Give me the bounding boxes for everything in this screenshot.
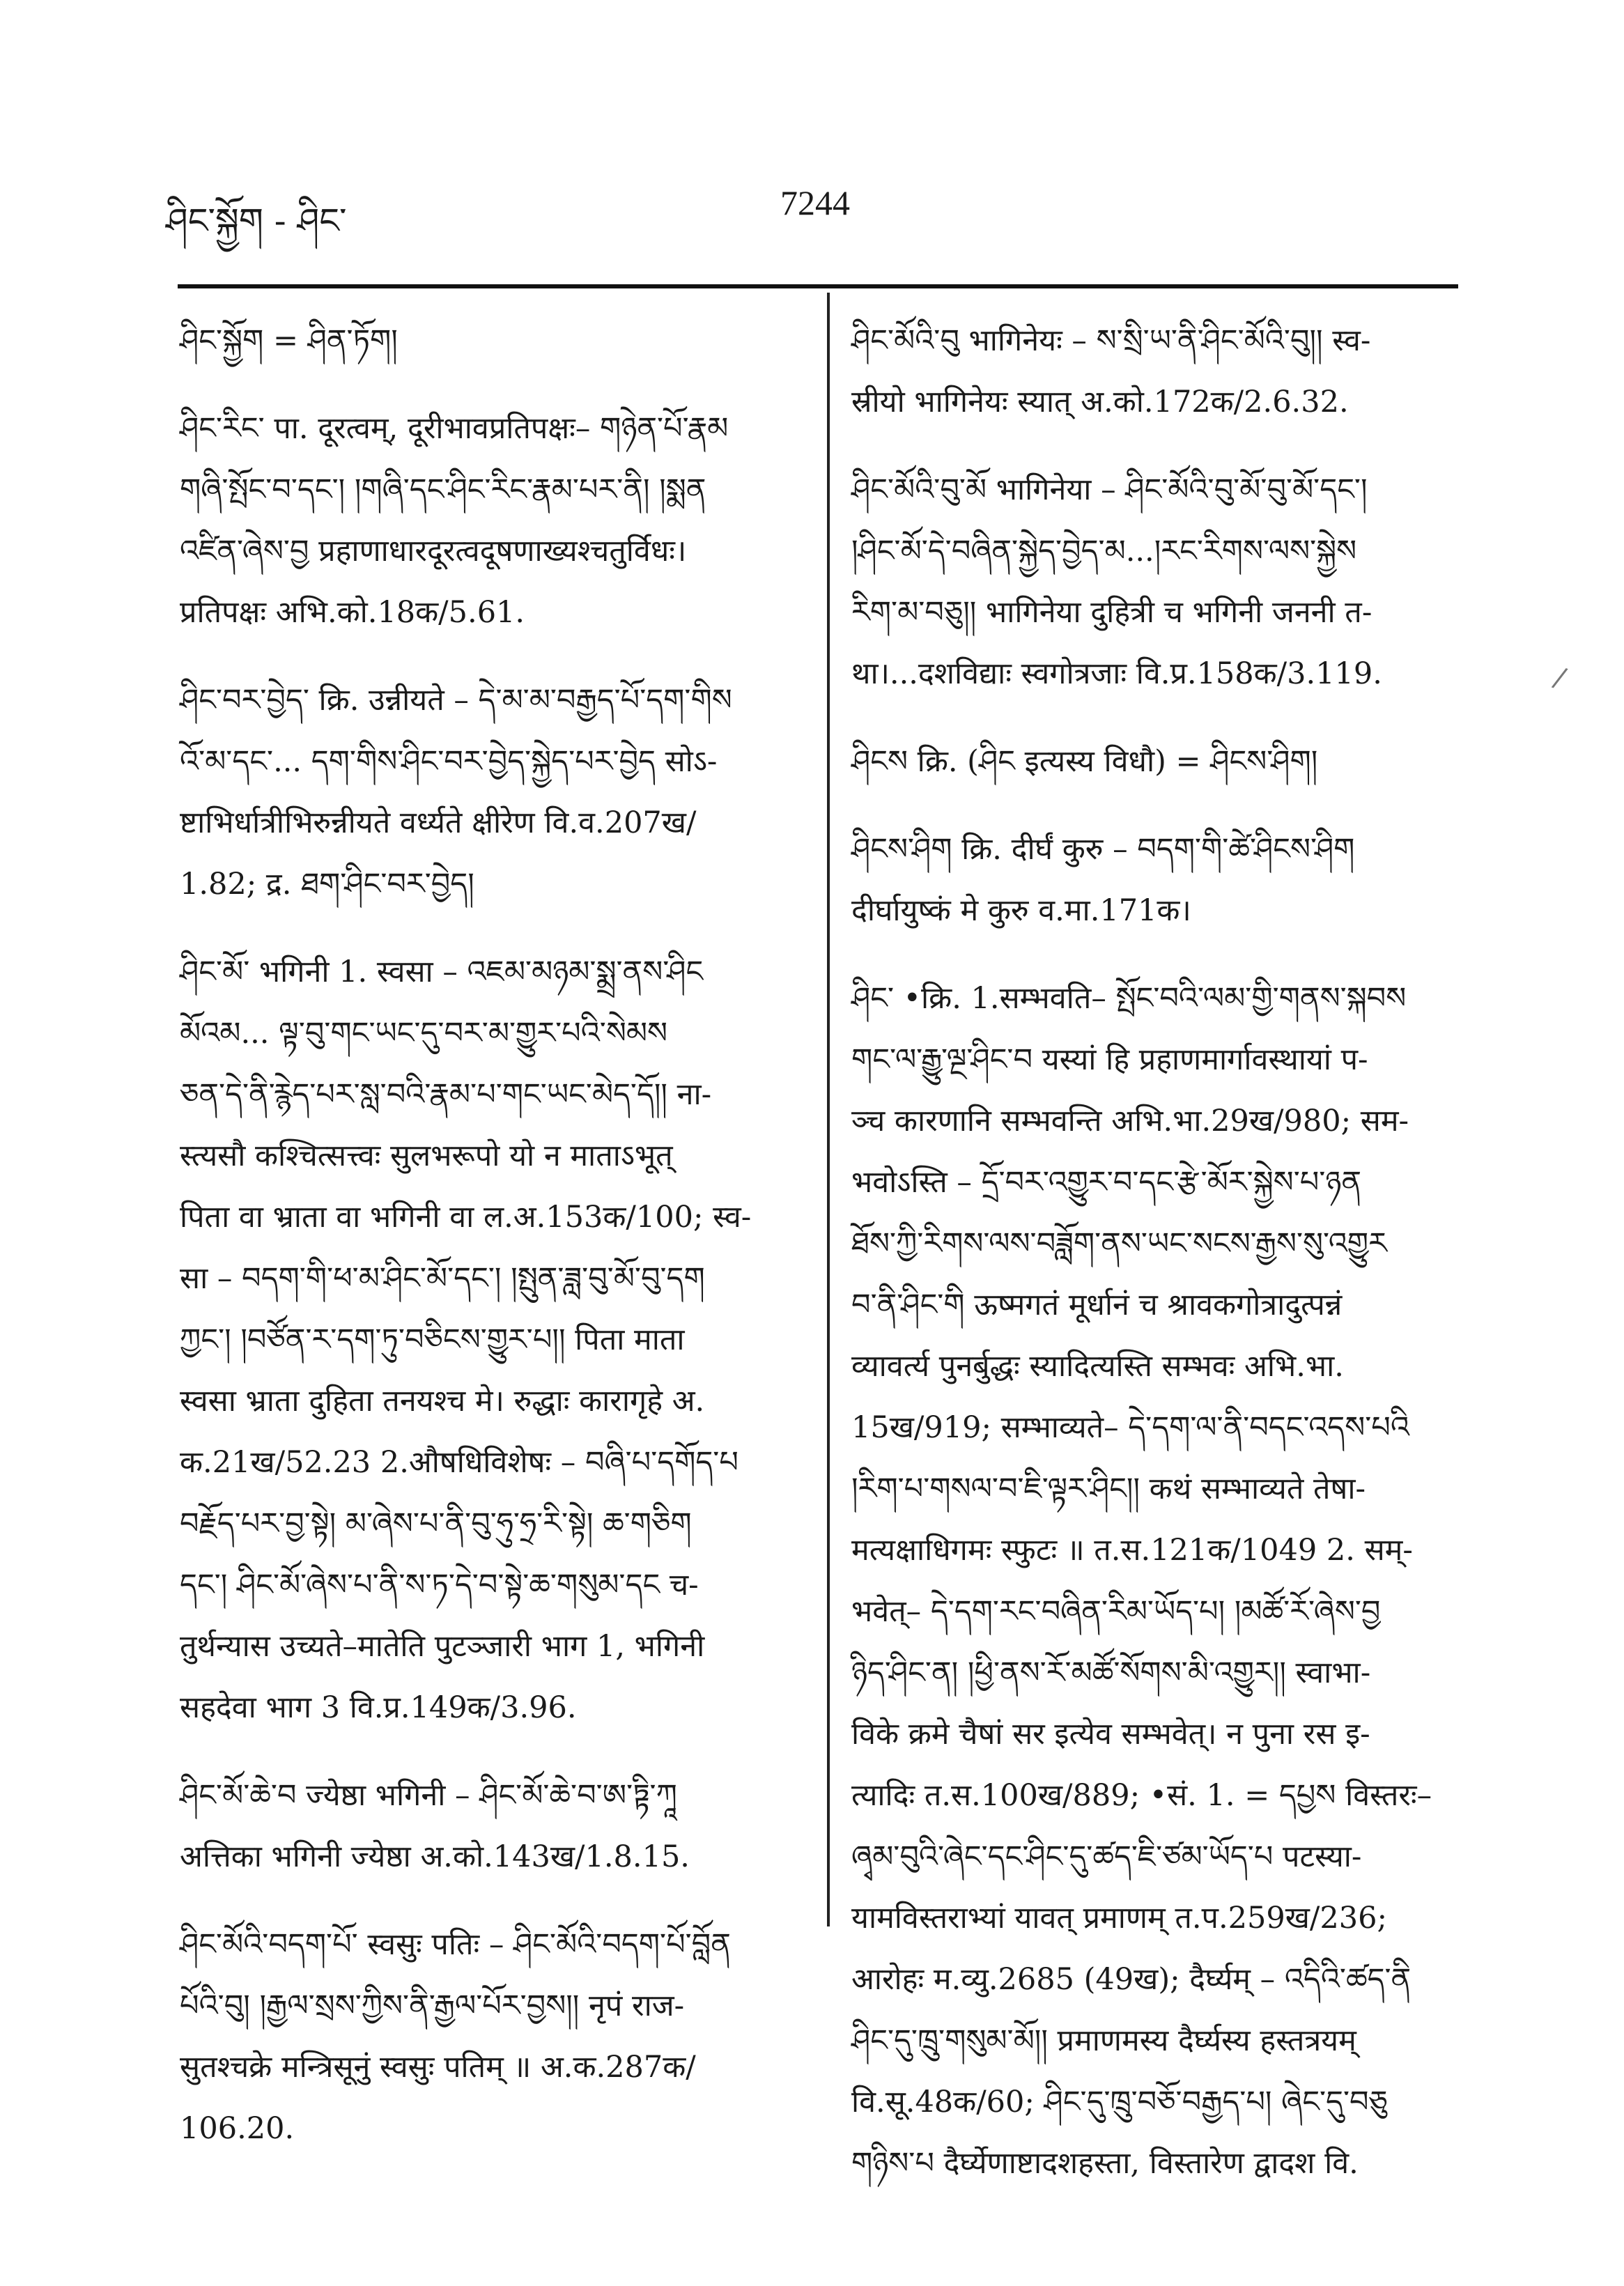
header-rule	[178, 284, 1458, 288]
entry-line: ཀྱང་། །བཙོན་ར་དག་ཏུ་བཅིངས་གྱུར་པ།། पिता माता	[180, 1322, 685, 1357]
entry-line: अत्तिका भगिनी ज्येष्ठा अ.को.143ख/1.8.15.	[180, 1839, 690, 1874]
entry-line: 15ख/919; सम्भाव्यते– དེ་དག་ལ་ནི་བདང་འདས་པའི	[851, 1410, 1409, 1445]
dictionary-entry	[851, 731, 1470, 792]
entry-line: तुर्थन्यास उच्यते–मातेति पुटञ्जारी भाग 1, भगिनी	[180, 1629, 705, 1664]
right-column	[851, 310, 1470, 2221]
dictionary-entry	[851, 459, 1470, 704]
entry-line: ཤིང་རིང་ पा. दूरत्वम्, दूरीभावप्रतिपक्षः– གཉེན་པོ་རྣམ	[180, 411, 729, 446]
entry-line: ཤིང་དུ་ཁྲུ་གསུམ་མོ།། प्रमाणमस्य दैर्घ्यस्य हस्तत्रयम्	[851, 2023, 1356, 2058]
entry-line: सुतश्चक्रे मन्त्रिसूनुं स्वसुः पतिम् ॥ अ.क.287क/	[180, 2050, 696, 2085]
entry-line: གང་ལ་རྒྱུ་ལྔ་ཤིང་བ यस्यां हि प्रहाणमार्गावस्थायां प-	[851, 1042, 1368, 1077]
entry-line: ཤིང་བར་བྱེད་ क्रि. उन्नीयते – དེ་མ་མ་བརྒྱད་པོ་དག་གིས	[180, 683, 732, 718]
entry-line: མོའམ... ལྟ་བུ་གང་ཡང་དུ་བར་མ་གྱུར་པའི་སེམས	[180, 1016, 668, 1051]
entry-line: वि.सू.48क/60; ཤིང་དུ་ཁྲུ་བཅོ་བརྒྱད་པ། ཞེང་དུ་བཅུ	[851, 2085, 1388, 2119]
entry-line: །ཤིང་མོ་དེ་བཞིན་སྐྱེད་བྱེད་མ...།རང་རིགས་ལས་སྐྱེས	[851, 534, 1357, 569]
entry-line: ཐོས་ཀྱི་རིགས་ལས་བཟློག་ནས་ཡང་སངས་རྒྱས་སུ་འགྱུར	[851, 1226, 1387, 1261]
dictionary-entry	[180, 1765, 803, 1887]
entry-line: ཤིང་མོ་ཆེ་བ ज्येष्ठा भगिनी – ཤིང་མོ་ཆེ་བ་ཨ་ཏྟི་ཀཱ	[180, 1778, 677, 1813]
entry-line: पिता वा भ्राता वा भगिनी वा ल.अ.153क/100; स्व-	[180, 1200, 752, 1235]
entry-line: ཤིང་མོ་ भगिनी 1. स्वसा – འཇམ་མཉམ་སྨྲ་ནས་ཤིང	[180, 955, 704, 989]
entry-line: ཉིད་ཤིང་ན། །ཕྱི་ནས་རོ་མཚོ་སོགས་མི་འགྱུར།། स्वाभा-	[851, 1655, 1371, 1690]
entry-line: व्यावर्त्य पुनर्बुद्धः स्यादित्यस्ति सम्भवः अभि.भा.	[851, 1349, 1344, 1384]
entry-line: आरोहः म.व्यु.2685 (49ख); दैर्घ्यम् – འདིའི་ཚད་ནི	[851, 1962, 1412, 1997]
entry-line: འཛིན་ཞེས་བྱ प्रहाणाधारदूरत्वदूषणाख्यश्चतुर्विधः।	[180, 534, 687, 569]
entry-line: भवेत्– དེ་དག་རང་བཞིན་རིམ་ཡོད་པ། །མཚོ་རོ་ཞེས་བྱ	[851, 1594, 1381, 1629]
entry-line: 106.20.	[180, 2111, 295, 2146]
dictionary-entry	[180, 941, 803, 1738]
entry-line: सहदेवा भाग 3 वि.प्र.149क/3.96.	[180, 1690, 577, 1725]
entry-line: ཅན་དེ་ནི་རྙེད་པར་སླ་བའི་རྣམ་པ་གང་ཡང་མེད་དོ།། ना-	[180, 1077, 712, 1112]
entry-line: ཤིངས་ཤིག क्रि. दीर्घं कुरु – བདག་གི་ཚེ་ཤིངས་ཤིག	[851, 832, 1355, 867]
entry-line: ཤིང་མོའི་བུ भागिनेयः – ས་སྲི་ཡ་ནི་ཤིང་མོའི་བུ།། स्व-	[851, 323, 1371, 358]
entry-line: यामविस्तराभ्यां यावत् प्रमाणम् त.प.259ख/236;	[851, 1901, 1387, 1936]
entry-line: 1.82; द्र. ཐག་ཤིང་བར་བྱེད།	[180, 867, 474, 902]
entry-line: स्वसा भ्राता दुहिता तनयश्च मे। रुद्धाः कारागृहे अ.	[180, 1384, 705, 1419]
dictionary-entry	[180, 398, 803, 643]
entry-line: །རིག་པ་གསལ་བ་ཇི་ལྟར་ཤིང།། कथं सम्भाव्यते तेषा-	[851, 1472, 1366, 1506]
entry-line: བརྗོད་པར་བྱ་སྟེ། མ་ཞེས་པ་ནི་བུ་ཧུ་ཧྲ་རི་སྟེ། ཆ་གཅིག	[180, 1506, 692, 1541]
entry-line: ཤིང་ •क्रि. 1.सम्भवति– སྤོང་བའི་ལམ་གྱི་གནས་སྐབས	[851, 981, 1407, 1016]
stray-mark: /	[1549, 661, 1570, 695]
entry-line: विके क्रमे चैषां सर इत्येव सम्भवेत्। न पुना रस इ-	[851, 1717, 1370, 1752]
column-divider	[827, 293, 830, 1926]
entry-line: क.21ख/52.23 2.औषधिविशेषः – བཞི་པ་དགོད་པ	[180, 1445, 738, 1480]
entry-line: རིག་མ་བཅུ།། भागिनेया दुहित्री च भगिनी जननी त-	[851, 595, 1372, 630]
entry-line: सा – བདག་གི་ཕ་མ་ཤིང་མོ་དང་། །སྤུན་ཟླ་བུ་མོ་བུ་དག	[180, 1261, 705, 1296]
entry-line: स्त्यसौ कश्चित्सत्त्वः सुलभरूपो यो न माताऽभूत्	[180, 1138, 673, 1173]
running-header-headwords: ཤིང་སྐྱོག - ཤིང་	[166, 201, 347, 241]
entry-line: གཉིས་པ दैर्घ्येणाष्टादशहस्ता, विस्तारेण द्वादश वि.	[851, 2146, 1359, 2181]
page-number: 7244	[780, 183, 850, 222]
dictionary-entry	[180, 670, 803, 915]
entry-line: था।...दशविद्याः स्वगोत्रजाः वि.प्र.158क/3.119.	[851, 656, 1382, 691]
entry-line: स्रीयो भागिनेयः स्यात् अ.को.172क/2.6.32.	[851, 385, 1349, 419]
entry-line: པོའི་བུ། །རྒྱལ་སྲས་ཀྱིས་ནི་རྒྱལ་པོར་བྱས།། नृपं राज-	[180, 1988, 685, 2023]
entry-line: དང་། ཤིང་མོ་ཞེས་པ་ནི་ས་ཏ་དེ་བ་སྟེ་ཆ་གསུམ་དང च-	[180, 1568, 699, 1602]
entry-line: ष्टाभिर्धात्रीभिरुन्नीयते वर्ध्यते क्षीरेण वि.व.207ख/	[180, 805, 697, 840]
entry-line: ञ्च कारणानि सम्भवन्ति अभि.भा.29ख/980; सम-	[851, 1104, 1409, 1138]
entry-line: मत्यक्षाधिगमः स्फुटः ॥ त.स.121क/1049 2. सम्-	[851, 1533, 1413, 1568]
dictionary-entry	[180, 1914, 803, 2159]
entry-line: ཤིང་མོའི་བུ་མོ भागिनेया – ཤིང་མོའི་བུ་མོ་བུ་མོ་དང་།	[851, 472, 1368, 507]
entry-line: प्रतिपक्षः अभि.को.18क/5.61.	[180, 595, 525, 630]
dictionary-entry	[180, 310, 803, 371]
dictionary-entry	[851, 310, 1470, 433]
entry-line: འོ་མ་དང་... དག་གིས་ཤིང་བར་བྱེད་སྐྱེད་པར་བྱེད सोऽ-	[180, 744, 718, 779]
left-column	[180, 310, 803, 2186]
entry-line: दीर्घायुष्कं मे कुरु व.मा.171क।	[851, 893, 1191, 928]
entry-line: ཤིང་མོའི་བདག་པོ་ स्वसुः पतिः – ཤིང་མོའི་བདག་པོ་བློན	[180, 1927, 731, 1962]
entry-line: ཞྭམ་བུའི་ཞེང་དང་ཤིང་དུ་ཚད་ཇི་ཙམ་ཡོད་པ पटस्या-	[851, 1839, 1362, 1874]
entry-line: ཤིང་སྐྱོག = ཤིན་ཏོག།	[180, 323, 398, 358]
entry-line: भवोऽस्ति – དྲོ་བར་འགྱུར་བ་དང་རྩེ་མོར་སྐྱེས་པ་ཉན	[851, 1165, 1362, 1200]
entry-line: བ་ནི་ཤིང་གི ऊष्मगतं मूर्धानं च श्रावकगोत्रादुत्पन्नं	[851, 1288, 1343, 1322]
entry-line: གཞི་སྤོང་བ་དང་། །གཞི་དང་ཤིང་རིང་རྣམ་པར་ནི། །སྨན	[180, 472, 706, 507]
dictionary-entry	[851, 819, 1470, 941]
dictionary-entry	[851, 968, 1470, 2194]
entry-line: त्यादिः त.स.100ख/889; •सं. 1. = དཔྱས विस्तरः–	[851, 1778, 1432, 1813]
entry-line: ཤིངས क्रि. (ཤིང इत्यस्य विधौ) = ཤིངས་ཤིག།	[851, 744, 1318, 779]
